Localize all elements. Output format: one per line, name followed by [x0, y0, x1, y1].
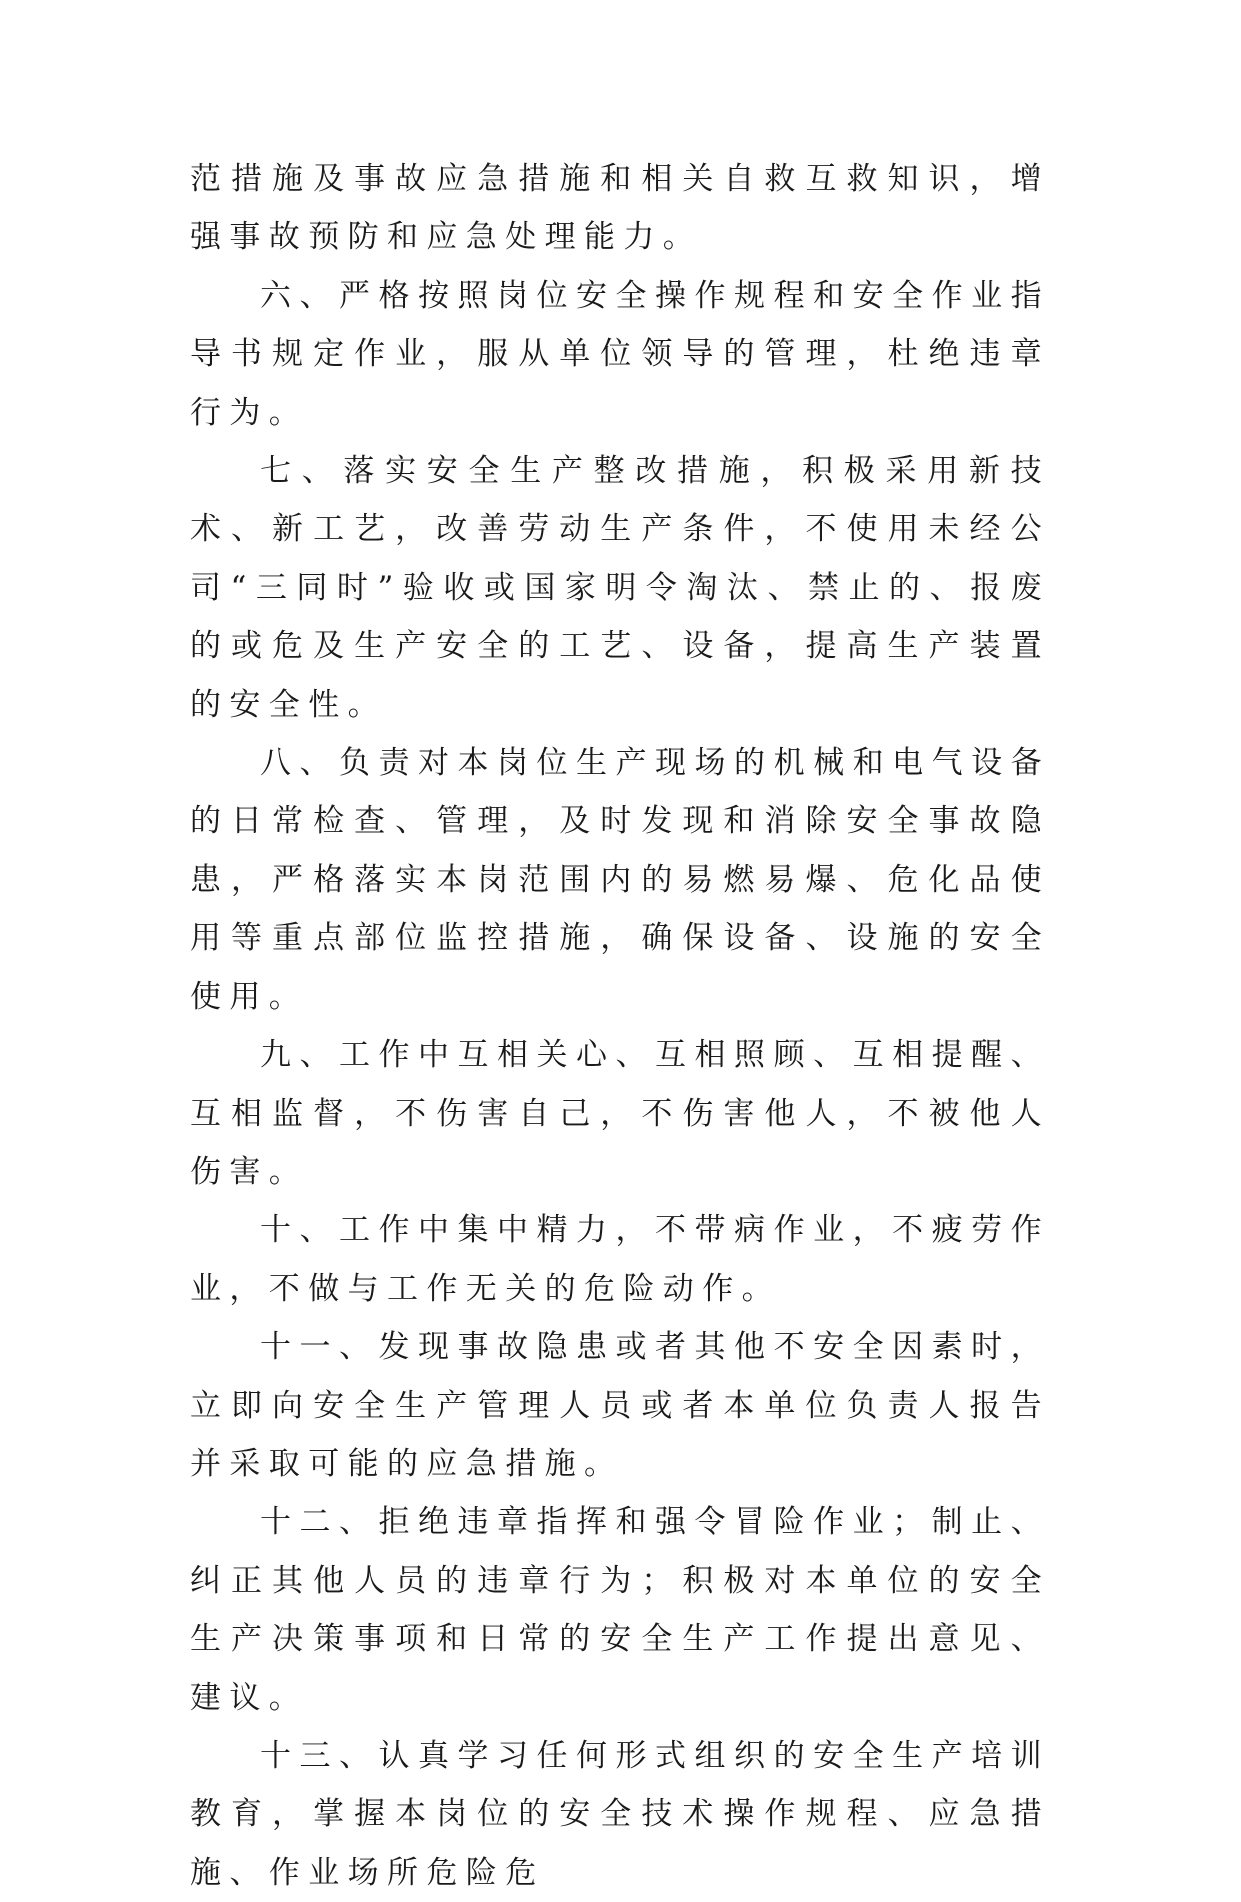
paragraph-item-10: 十、工作中集中精力，不带病作业，不疲劳作业，不做与工作无关的危险动作。	[190, 1212, 1050, 1307]
paragraph-item-6: 六、严格按照岗位安全操作规程和安全作业指导书规定作业，服从单位领导的管理，杜绝违章行为。	[190, 277, 1050, 431]
document-body	[190, 150, 1050, 1902]
paragraph-item-7: 七、落实安全生产整改措施，积极采用新技术、新工艺，改善劳动生产条件，不使用未经公司“三同时”验收或国家明令淘汰、禁止的、报废的或危及生产安全的工艺、设备，提高生产装置的安全性。	[190, 453, 1050, 723]
paragraph-item-9: 九、工作中互相关心、互相照顾、互相提醒、互相监督，不伤害自己，不伤害他人，不被他人伤害。	[190, 1037, 1050, 1190]
paragraph-item-8: 八、负责对本岗位生产现场的机械和电气设备的日常检查、管理，及时发现和消除安全事故隐患，严格落实本岗范围内的易燃易爆、危化品使用等重点部位监控措施，确保设备、设施的安全使用。	[190, 745, 1050, 1015]
paragraph-item-12: 十二、拒绝违章指挥和强令冒险作业；制止、纠正其他人员的违章行为；积极对本单位的安全生产决策事项和日常的安全生产工作提出意见、建议。	[190, 1504, 1050, 1716]
paragraph-continuation: 范措施及事故应急措施和相关自救互救知识，增强事故预防和应急处理能力。	[190, 161, 1050, 256]
paragraph-item-13: 十三、认真学习任何形式组织的安全生产培训教育，掌握本岗位的安全技术操作规程、应急措施、作业场所危险危	[190, 1737, 1050, 1891]
paragraph-item-11: 十一、发现事故隐患或者其他不安全因素时，立即向安全生产管理人员或者本单位负责人报告并采取可能的应急措施。	[190, 1329, 1050, 1482]
